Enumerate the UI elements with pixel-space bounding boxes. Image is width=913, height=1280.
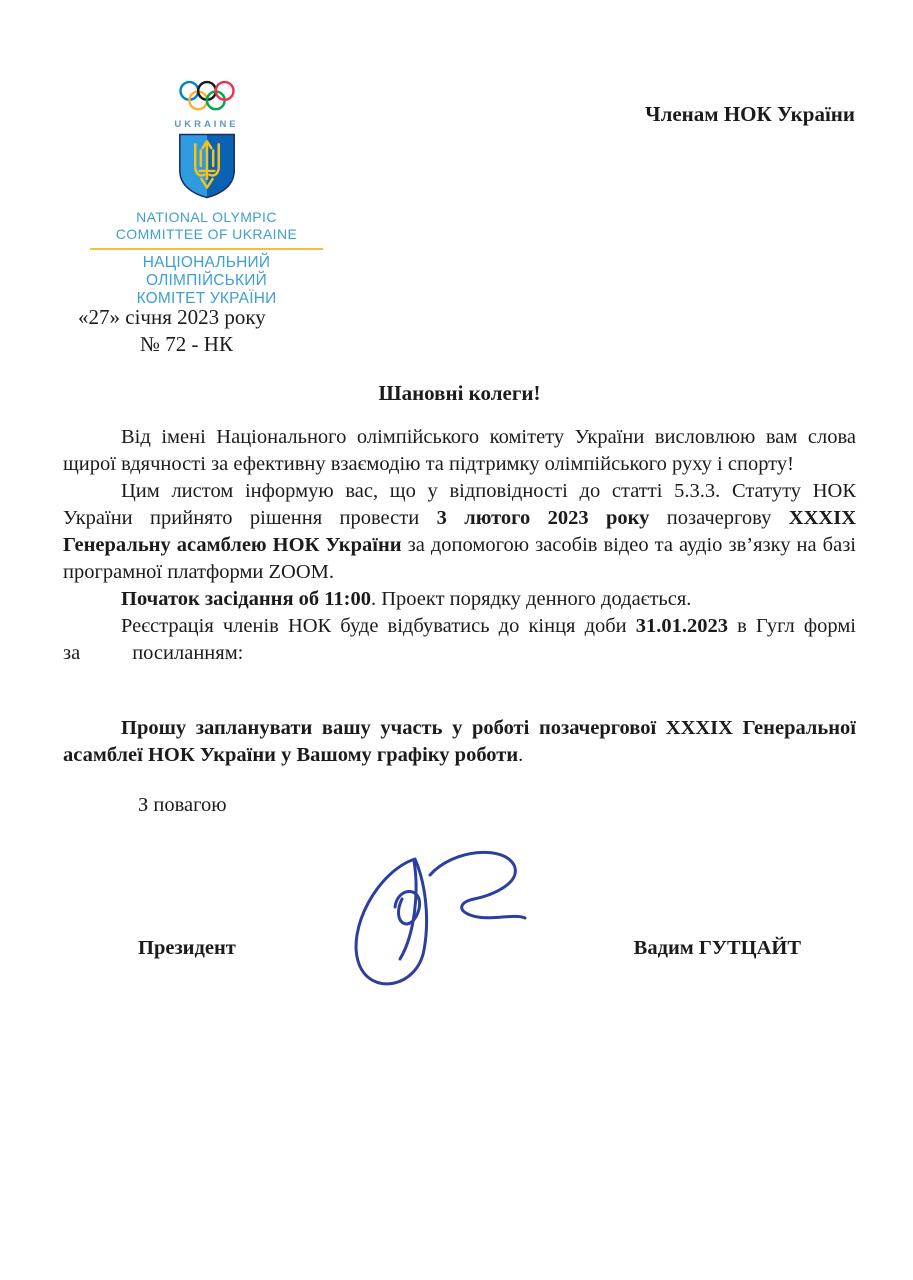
logo-name-ua-line2: КОМІТЕТ УКРАЇНИ <box>136 290 277 307</box>
logo-name-english <box>85 209 328 243</box>
logo-name-en-line2: COMMITTEE OF UKRAINE <box>115 226 298 242</box>
recipient-line: Членам НОК України <box>645 102 855 126</box>
logo-name-en-line1: NATIONAL OLYMPIC <box>136 209 277 225</box>
removed-link-area <box>63 667 856 715</box>
paragraph-registration: Реєстрація членів НОК буде відбуватись до кінця доби 31.01.2023 в Гугл формі <box>121 615 857 637</box>
paragraph-gratitude: Від імені Національного олімпійського комітету України висловлюю вам слова щирої вдячності за ефективну взаємодію та підтримку олімпійського руху і спорту! <box>63 426 856 475</box>
letter-date: «27» січня 2023 року <box>78 305 266 329</box>
paragraph-start-time: Початок засідання об 11:00. Проект порядку денного додається. <box>121 588 692 610</box>
logo-name-ua-line1: НАЦІОНАЛЬНИЙ ОЛІМПІЙСЬКИЙ <box>142 254 271 289</box>
logo-ukraine-label: UKRAINE <box>174 119 239 130</box>
handwritten-signature <box>318 837 553 1002</box>
trident-shield-icon <box>176 132 238 200</box>
paragraph-assembly-announcement: Цим листом інформую вас, що у відповідності до статті 5.3.3. Статуту НОК України прийнято рішення провести 3 лютого 2023 року позачергову XXXIX Генеральну асамблею НОК України за допомогою засобів відео та аудіо зв’язку на базі програмної платформи ZOOM. <box>63 480 856 583</box>
letter-body <box>63 380 856 995</box>
noc-ukraine-letterhead <box>85 80 328 308</box>
gold-divider <box>90 248 323 250</box>
paragraph-link-line: за посиланням: <box>63 642 244 664</box>
salutation: Шановні колеги! <box>378 381 541 405</box>
signature-row <box>63 935 856 995</box>
paragraph-request: Прошу запланувати вашу участь у роботі позачергової XXXIX Генеральної асамблеї НОК України у Вашому графіку роботи. <box>63 717 856 766</box>
signer-name: Вадим ГУТЦАЙТ <box>633 937 801 959</box>
reference-block <box>78 304 266 358</box>
olympic-rings-icon <box>173 80 241 118</box>
logo-name-ukrainian <box>85 254 328 308</box>
closing-line: З повагою <box>138 794 227 816</box>
signer-title: Президент <box>138 937 236 959</box>
letter-number: № 72 - НК <box>140 332 233 356</box>
